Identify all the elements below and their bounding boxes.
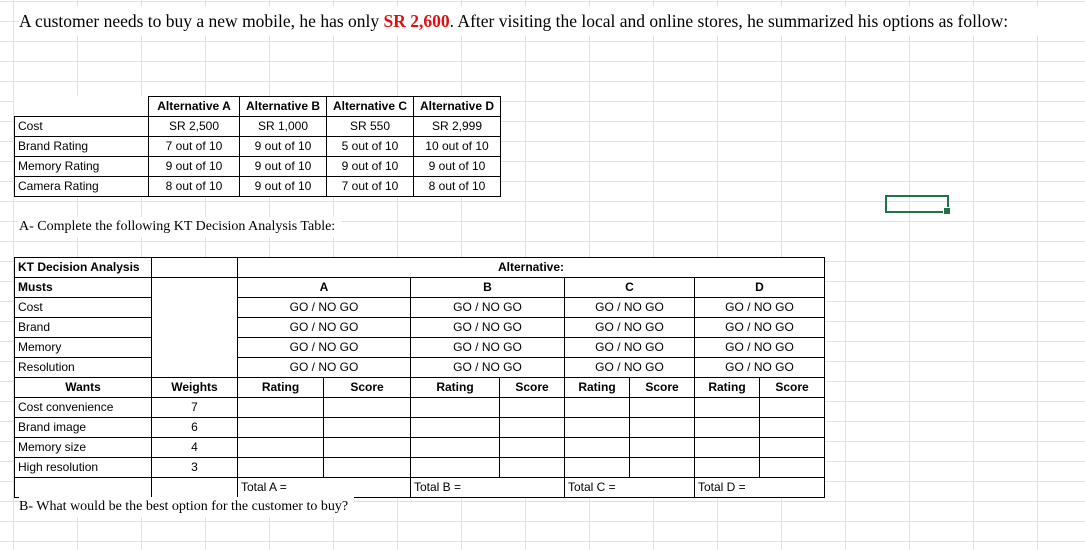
options-cell[interactable]: 9 out of 10	[149, 157, 240, 177]
kt-score-cell[interactable]	[630, 438, 695, 458]
kt-must-row-memory	[15, 338, 825, 358]
kt-score-cell[interactable]	[324, 418, 411, 438]
options-row-brand	[15, 137, 501, 157]
options-cell[interactable]: 9 out of 10	[414, 157, 501, 177]
options-cell[interactable]: SR 550	[327, 117, 414, 137]
go-no-go-cell[interactable]: GO / NO GO	[695, 298, 825, 318]
kt-score-header-d[interactable]: Score	[760, 378, 825, 398]
kt-empty-cell[interactable]	[152, 338, 238, 358]
options-header-c[interactable]: Alternative C	[327, 97, 414, 117]
kt-empty-cell[interactable]	[152, 258, 238, 278]
options-corner-cell[interactable]	[15, 97, 149, 117]
kt-want-label[interactable]: Memory size	[15, 438, 152, 458]
question-b: B- What would be the best option for the customer to buy?	[19, 497, 354, 517]
kt-totals-row	[15, 478, 825, 498]
options-cell[interactable]: SR 2,500	[149, 117, 240, 137]
kt-want-row-brand	[15, 418, 825, 438]
kt-rating-cell[interactable]	[565, 418, 630, 438]
kt-rating-cell[interactable]	[565, 458, 630, 478]
kt-score-cell[interactable]	[760, 418, 825, 438]
go-no-go-cell[interactable]: GO / NO GO	[565, 298, 695, 318]
go-no-go-cell[interactable]: GO / NO GO	[565, 318, 695, 338]
kt-wants-header-row	[15, 378, 825, 398]
fill-handle[interactable]	[943, 207, 951, 215]
options-header-d[interactable]: Alternative D	[414, 97, 501, 117]
kt-want-row-cost	[15, 398, 825, 418]
kt-rating-header-b[interactable]: Rating	[411, 378, 500, 398]
kt-score-cell[interactable]	[500, 398, 565, 418]
kt-must-label[interactable]: Resolution	[15, 358, 152, 378]
options-header-b[interactable]: Alternative B	[240, 97, 327, 117]
kt-rating-cell[interactable]	[238, 398, 324, 418]
kt-alt-b-header[interactable]: B	[411, 278, 565, 298]
go-no-go-cell[interactable]: GO / NO GO	[411, 318, 565, 338]
options-header-a[interactable]: Alternative A	[149, 97, 240, 117]
kt-alt-d-header[interactable]: D	[695, 278, 825, 298]
kt-empty-cell[interactable]	[15, 478, 152, 498]
kt-must-row-brand	[15, 318, 825, 338]
go-no-go-cell[interactable]: GO / NO GO	[238, 318, 411, 338]
kt-score-cell[interactable]	[630, 458, 695, 478]
go-no-go-cell[interactable]: GO / NO GO	[695, 318, 825, 338]
kt-rating-header-d[interactable]: Rating	[695, 378, 760, 398]
go-no-go-cell[interactable]: GO / NO GO	[411, 358, 565, 378]
options-row-camera	[15, 177, 501, 197]
kt-rating-cell[interactable]	[238, 438, 324, 458]
kt-rating-cell[interactable]	[411, 458, 500, 478]
budget-highlight: SR 2,600	[383, 11, 450, 31]
kt-rating-cell[interactable]	[695, 418, 760, 438]
kt-must-row-cost	[15, 298, 825, 318]
options-cell[interactable]: 9 out of 10	[327, 157, 414, 177]
go-no-go-cell[interactable]: GO / NO GO	[238, 298, 411, 318]
options-cell[interactable]: 5 out of 10	[327, 137, 414, 157]
kt-weights-label[interactable]: Weights	[152, 378, 238, 398]
kt-rating-header-a[interactable]: Rating	[238, 378, 324, 398]
options-header-row	[15, 97, 501, 117]
kt-empty-cell[interactable]	[152, 478, 238, 498]
kt-score-cell[interactable]	[324, 438, 411, 458]
selected-cell[interactable]	[885, 195, 949, 213]
kt-wants-label[interactable]: Wants	[15, 378, 152, 398]
options-cell[interactable]: 7 out of 10	[327, 177, 414, 197]
kt-want-label[interactable]: Brand image	[15, 418, 152, 438]
kt-score-cell[interactable]	[500, 438, 565, 458]
kt-want-label[interactable]: Cost convenience	[15, 398, 152, 418]
kt-empty-cell[interactable]	[152, 358, 238, 378]
kt-weight-cell[interactable]: 7	[152, 398, 238, 418]
kt-score-cell[interactable]	[500, 418, 565, 438]
options-row-memory	[15, 157, 501, 177]
kt-total-c[interactable]: Total C =	[565, 478, 695, 498]
kt-must-label[interactable]: Brand	[15, 318, 152, 338]
kt-title[interactable]: KT Decision Analysis	[15, 258, 152, 278]
kt-score-header-a[interactable]: Score	[324, 378, 411, 398]
go-no-go-cell[interactable]: GO / NO GO	[411, 298, 565, 318]
kt-rating-cell[interactable]	[411, 418, 500, 438]
kt-total-b[interactable]: Total B =	[411, 478, 565, 498]
options-cell[interactable]: SR 2,999	[414, 117, 501, 137]
kt-want-row-resolution	[15, 458, 825, 478]
go-no-go-cell[interactable]: GO / NO GO	[411, 338, 565, 358]
kt-score-cell[interactable]	[500, 458, 565, 478]
options-cell[interactable]: SR 1,000	[240, 117, 327, 137]
options-table	[14, 96, 501, 197]
kt-score-cell[interactable]	[760, 458, 825, 478]
options-cell[interactable]: 7 out of 10	[149, 137, 240, 157]
kt-score-cell[interactable]	[324, 398, 411, 418]
kt-rating-cell[interactable]	[565, 438, 630, 458]
kt-title-row	[15, 258, 825, 278]
options-row-label[interactable]: Cost	[15, 117, 149, 137]
kt-rating-cell[interactable]	[695, 398, 760, 418]
kt-score-cell[interactable]	[630, 418, 695, 438]
kt-rating-cell[interactable]	[238, 418, 324, 438]
kt-rating-cell[interactable]	[238, 458, 324, 478]
kt-want-label[interactable]: High resolution	[15, 458, 152, 478]
kt-alternative-header[interactable]: Alternative:	[238, 258, 825, 278]
go-no-go-cell[interactable]: GO / NO GO	[695, 358, 825, 378]
intro-text	[19, 6, 1085, 36]
kt-empty-cell[interactable]	[152, 318, 238, 338]
kt-weight-cell[interactable]: 3	[152, 458, 238, 478]
go-no-go-cell[interactable]: GO / NO GO	[565, 338, 695, 358]
kt-alt-a-header[interactable]: A	[238, 278, 411, 298]
kt-must-row-resolution	[15, 358, 825, 378]
options-row-label[interactable]: Memory Rating	[15, 157, 149, 177]
kt-want-row-memory	[15, 438, 825, 458]
kt-weight-cell[interactable]: 4	[152, 438, 238, 458]
intro-before: A customer needs to buy a new mobile, he has only	[19, 11, 384, 31]
kt-score-cell[interactable]	[760, 398, 825, 418]
kt-decision-table	[14, 257, 825, 498]
kt-must-label[interactable]: Memory	[15, 338, 152, 358]
kt-empty-cell[interactable]	[152, 278, 238, 298]
kt-total-d[interactable]: Total D =	[695, 478, 825, 498]
kt-score-cell[interactable]	[324, 458, 411, 478]
options-cell[interactable]: 8 out of 10	[149, 177, 240, 197]
kt-alt-c-header[interactable]: C	[565, 278, 695, 298]
options-cell[interactable]: 9 out of 10	[240, 177, 327, 197]
kt-musts-label[interactable]: Musts	[15, 278, 152, 298]
kt-rating-cell[interactable]	[411, 398, 500, 418]
kt-rating-cell[interactable]	[411, 438, 500, 458]
options-cell[interactable]: 9 out of 10	[240, 157, 327, 177]
options-cell[interactable]: 8 out of 10	[414, 177, 501, 197]
kt-rating-cell[interactable]	[695, 458, 760, 478]
kt-score-cell[interactable]	[760, 438, 825, 458]
go-no-go-cell[interactable]: GO / NO GO	[695, 338, 825, 358]
go-no-go-cell[interactable]: GO / NO GO	[238, 338, 411, 358]
kt-score-cell[interactable]	[630, 398, 695, 418]
kt-rating-cell[interactable]	[695, 438, 760, 458]
kt-weight-cell[interactable]: 6	[152, 418, 238, 438]
options-row-cost	[15, 117, 501, 137]
kt-score-header-c[interactable]: Score	[630, 378, 695, 398]
kt-must-label[interactable]: Cost	[15, 298, 152, 318]
options-cell[interactable]: 10 out of 10	[414, 137, 501, 157]
kt-empty-cell[interactable]	[152, 298, 238, 318]
kt-score-header-b[interactable]: Score	[500, 378, 565, 398]
options-cell[interactable]: 9 out of 10	[240, 137, 327, 157]
options-row-label[interactable]: Camera Rating	[15, 177, 149, 197]
question-a: A- Complete the following KT Decision Analysis Table:	[19, 217, 341, 237]
kt-rating-cell[interactable]	[565, 398, 630, 418]
intro-after: . After visiting the local and online stores, he summarized his options as follow:	[449, 11, 1009, 31]
kt-musts-header-row	[15, 278, 825, 298]
options-row-label[interactable]: Brand Rating	[15, 137, 149, 157]
go-no-go-cell[interactable]: GO / NO GO	[238, 358, 411, 378]
kt-total-a[interactable]: Total A =	[238, 478, 411, 498]
go-no-go-cell[interactable]: GO / NO GO	[565, 358, 695, 378]
kt-rating-header-c[interactable]: Rating	[565, 378, 630, 398]
